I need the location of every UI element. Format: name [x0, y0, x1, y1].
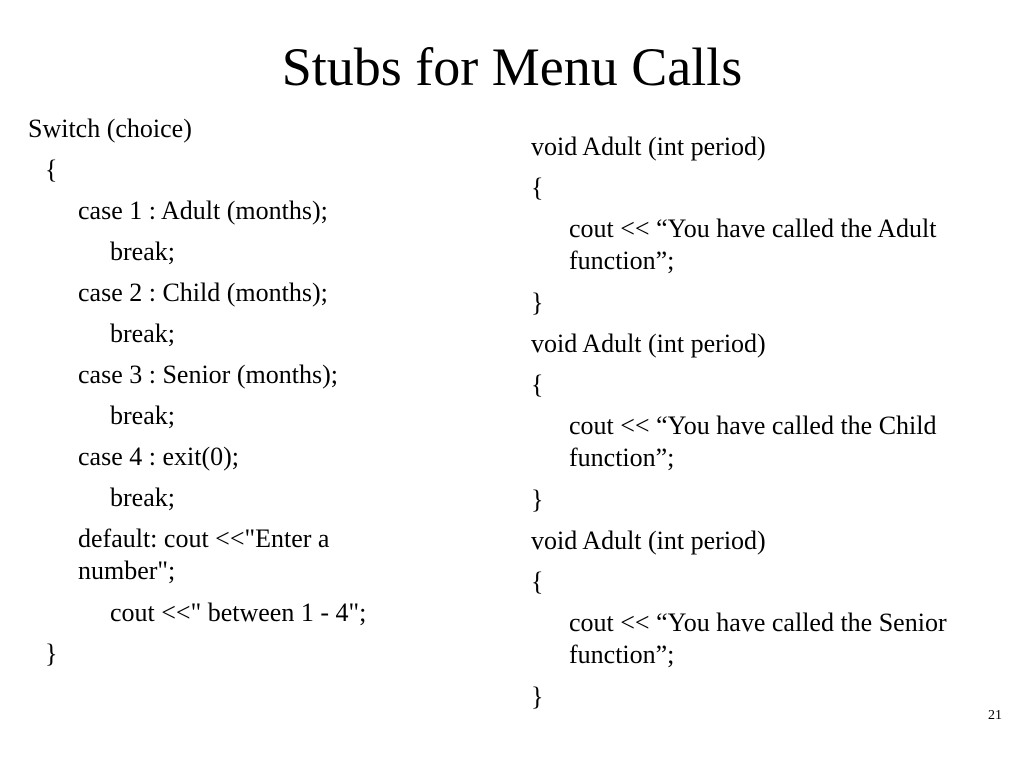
code-line: cout << “You have called the Child function”; — [569, 411, 937, 472]
code-line: void Adult (int period) — [531, 329, 766, 358]
code-line: break; — [110, 483, 175, 512]
code-line: break; — [110, 401, 175, 430]
code-line: case 4 : exit(0); — [78, 442, 239, 471]
code-line: } — [531, 682, 544, 711]
code-line: } — [531, 485, 544, 514]
page-number: 21 — [988, 708, 1002, 723]
code-line: void Adult (int period) — [531, 526, 766, 555]
slide-title: Stubs for Menu Calls — [281, 37, 743, 97]
code-line: case 2 : Child (months); — [78, 278, 328, 307]
code-line: void Adult (int period) — [531, 132, 766, 161]
code-line: cout <<" between 1 - 4"; — [110, 598, 367, 627]
code-line: case 3 : Senior (months); — [78, 360, 338, 389]
code-line: cout << “You have called the Senior function”; — [569, 608, 947, 669]
code-line: { — [531, 567, 544, 596]
code-line: Switch (choice) — [28, 114, 192, 143]
code-line: { — [45, 155, 58, 184]
code-line: { — [531, 370, 544, 399]
code-line: { — [531, 173, 544, 202]
code-line: break; — [110, 237, 175, 266]
code-line: break; — [110, 319, 175, 348]
code-line: default: cout <<"Enter a number"; — [78, 524, 330, 585]
code-line: } — [45, 639, 58, 668]
code-line: cout << “You have called the Adult function”; — [569, 214, 937, 275]
code-line: } — [531, 288, 544, 317]
code-line: case 1 : Adult (months); — [78, 196, 328, 225]
